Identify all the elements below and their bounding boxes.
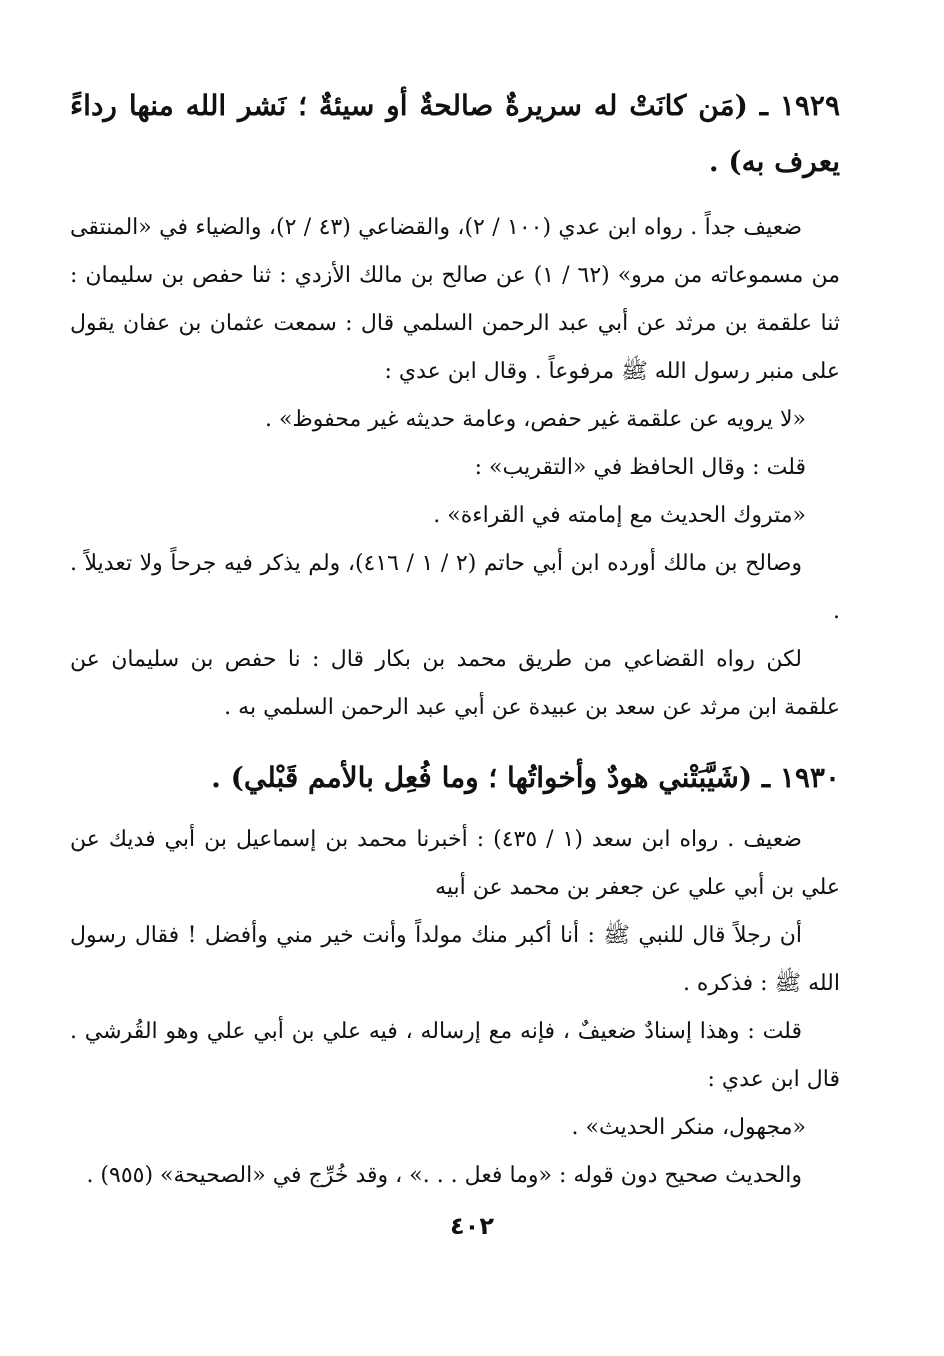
quote-paragraph: «متروك الحديث مع إمامته في القراءة» . [433,503,806,528]
narrator-paragraph: وصالح بن مالك أورده ابن أبي حاتم (٢ / ١ / ٤١٦)، ولم يذكر فيه جرحاً ولا تعديلاً . . [70,551,840,624]
hadith-heading-1929: ١٩٢٩ ـ (مَن كانَتْ له سريرةٌ صالحةٌ أو سيئةٌ ؛ نَشر الله منها رداءً يعرف به) . [70,89,840,178]
grading-paragraph: ضعيف جداً . رواه ابن عدي (١٠٠ / ٢)، والقضاعي (٤٣ / ٢)، والضياء في «المنتقى من مسموعاته من مرو» (٦٢ / ١) عن صالح بن مالك الأزدي : ثنا حفص بن سليمان : ثنا علقمة بن مرثد عن أبي عبد الرحمن السلمي قال : سمعت عثمان بن عفان يقول على منبر رسول الله ﷺ مرفوعاً . وقال ابن عدي : [70,215,840,384]
note-paragraph: قلت : وهذا إسنادٌ ضعيفٌ ، فإنه مع إرساله ، فيه علي بن أبي علي وهو القُرشي . قال ابن عدي : [70,1019,840,1092]
conclusion-paragraph: والحديث صحيح دون قوله : «وما فعل . . .» ، وقد خُرِّج في «الصحيحة» (٩٥٥) . [86,1163,802,1188]
document-page [70,78,840,1200]
page-number: ٤٠٢ [450,1212,494,1240]
chain-paragraph: لكن رواه القضاعي من طريق محمد بن بكار قال : نا حفص بن سليمان عن علقمة ابن مرثد عن سعد بن عبيدة عن أبي عبد الرحمن السلمي به . [70,647,840,720]
hadith-heading-1930: ١٩٣٠ ـ (شَيَّبَتْني هودٌ وأخواتُها ؛ وما فُعِل بالأمم قَبْلي) . [211,761,840,794]
quote-paragraph: «مجهول، منكر الحديث» . [571,1115,806,1140]
note-paragraph: قلت : وقال الحافظ في «التقريب» : [474,455,806,480]
grading-paragraph: ضعيف . رواه ابن سعد (١ / ٤٣٥) : أخبرنا محمد بن إسماعيل بن أبي فديك عن علي بن أبي علي عن جعفر بن محمد عن أبيه [70,827,840,900]
narration-paragraph: أن رجلاً قال للنبي ﷺ : أنا أكبر منك مولداً وأنت خير مني وأفضل ! فقال رسول الله ﷺ : فذكره . [70,923,840,996]
quote-paragraph: «لا يرويه عن علقمة غير حفص، وعامة حديثه غير محفوظ» . [264,407,806,432]
